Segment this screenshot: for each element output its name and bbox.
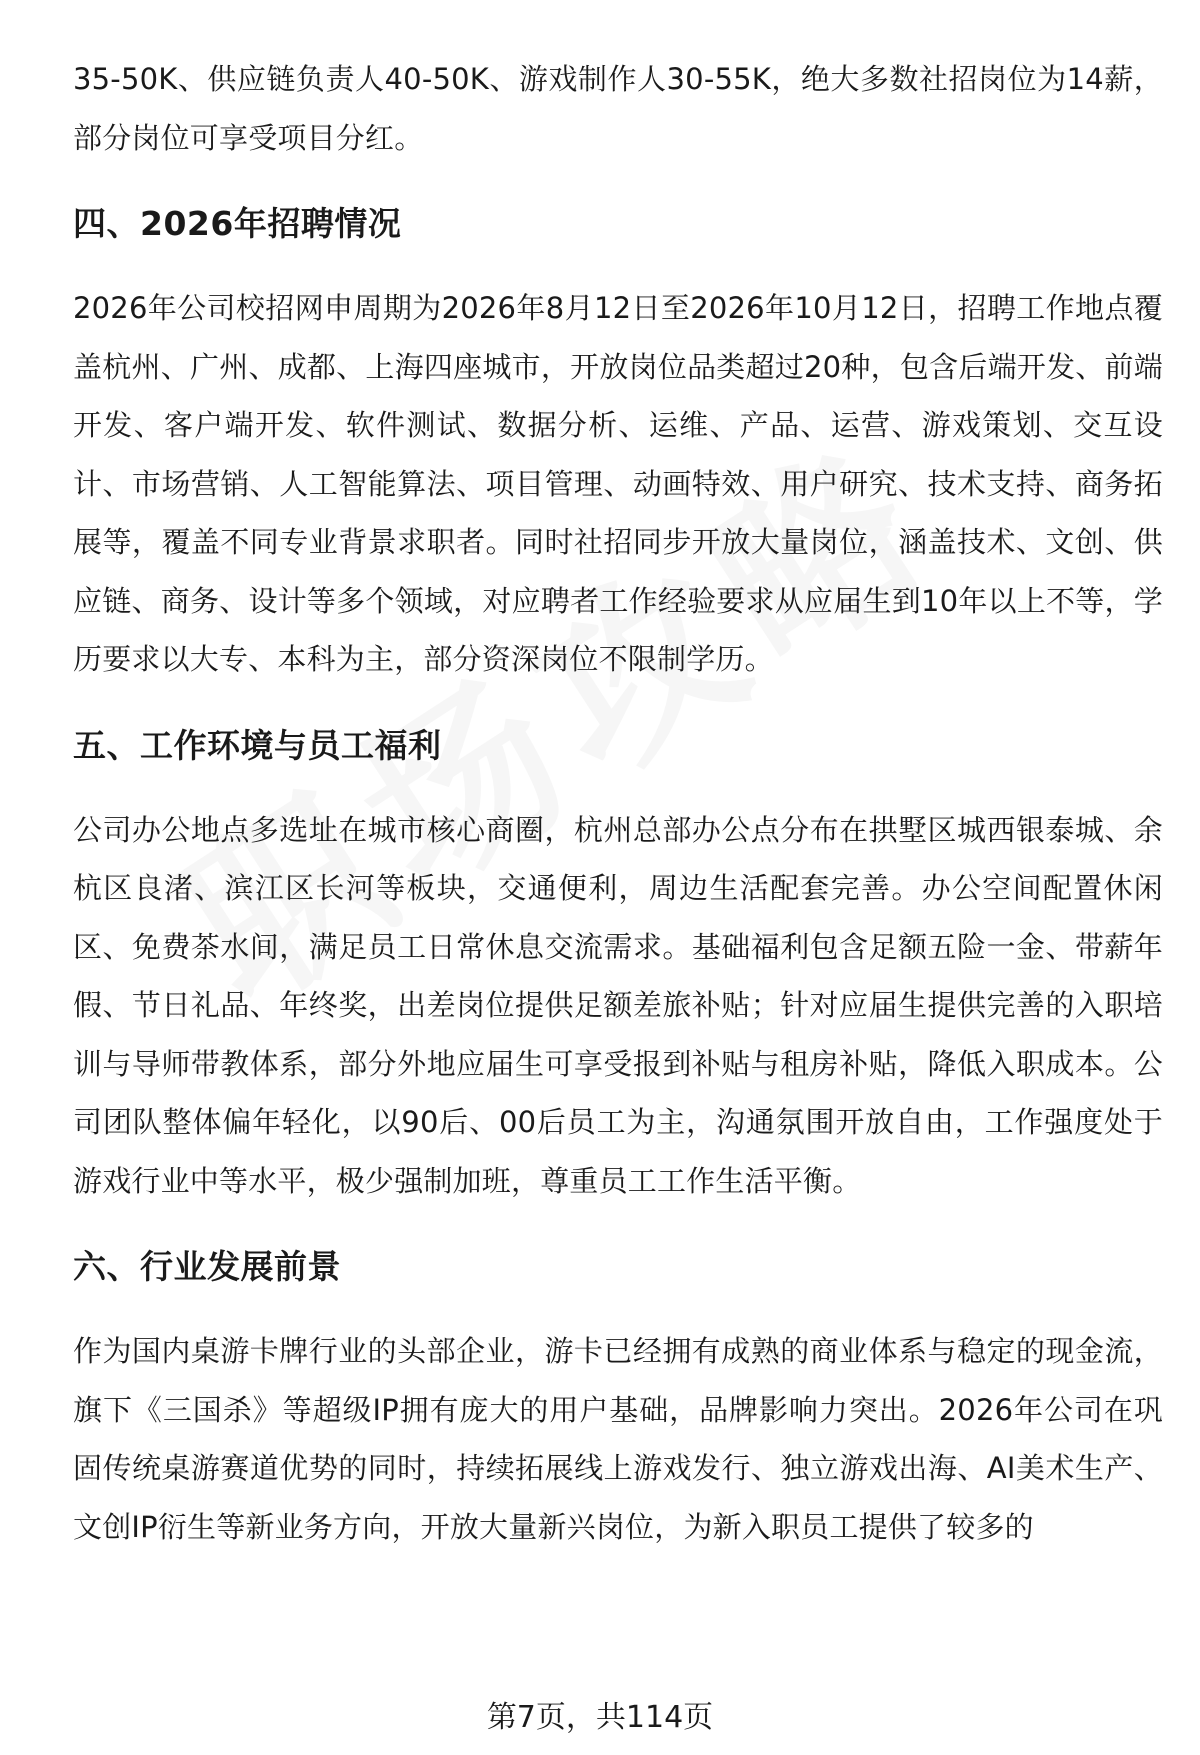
section-heading-recruitment: 四、2026年招聘情况 xyxy=(73,204,402,243)
page-number: 第7页，共114页 xyxy=(486,1700,714,1735)
paragraph-salary-continued: 35-50K、供应链负责人40-50K、游戏制作人30-55K，绝大多数社招岗位为14薪，部分岗位可享受项目分红。 xyxy=(73,62,1163,155)
section-heading-prospects: 六、行业发展前景 xyxy=(73,1247,341,1286)
paragraph-recruitment: 2026年公司校招网申周期为2026年8月12日至2026年10月12日，招聘工作地点覆盖杭州、广州、成都、上海四座城市，开放岗位品类超过20种，包含后端开发、前端开发、客户端开发、软件测试、数据分析、运维、产品、运营、游戏策划、交互设计、市场营销、人工智能算法、项目管理、动画特效、用户研究、技术支持、商务拓展等，覆盖不同专业背景求职者。同时社招同步开放大量岗位，涵盖技术、文创、供应链、商务、设计等多个领域，对应聘者工作经验要求从应届生到10年以上不等，学历要求以大专、本科为主，部分资深岗位不限制学历。 xyxy=(73,291,1163,676)
paragraph-prospects: 作为国内桌游卡牌行业的头部企业，游卡已经拥有成熟的商业体系与稳定的现金流，旗下《三国杀》等超级IP拥有庞大的用户基础，品牌影响力突出。2026年公司在巩固传统桌游赛道优势的同时，持续拓展线上游戏发行、独立游戏出海、AI美术生产、文创IP衍生等新业务方向，开放大量新兴岗位，为新入职员工提供了较多的 xyxy=(73,1334,1163,1544)
section-heading-benefits: 五、工作环境与员工福利 xyxy=(73,725,442,765)
paragraph-benefits: 公司办公地点多选址在城市核心商圈，杭州总部办公点分布在拱墅区城西银泰城、余杭区良渚、滨江区长河等板块，交通便利，周边生活配套完善。办公空间配置休闲区、免费茶水间，满足员工日常休息交流需求。基础福利包含足额五险一金、带薪年假、节日礼品、年终奖，出差岗位提供足额差旅补贴；针对应届生提供完善的入职培训与导师带教体系，部分外地应届生可享受报到补贴与租房补贴，降低入职成本。公司团队整体偏年轻化，以90后、00后员工为主，沟通氛围开放自由，工作强度处于游戏行业中等水平，极少强制加班，尊重员工工作生活平衡。 xyxy=(73,812,1163,1198)
page-content xyxy=(73,50,1163,1556)
